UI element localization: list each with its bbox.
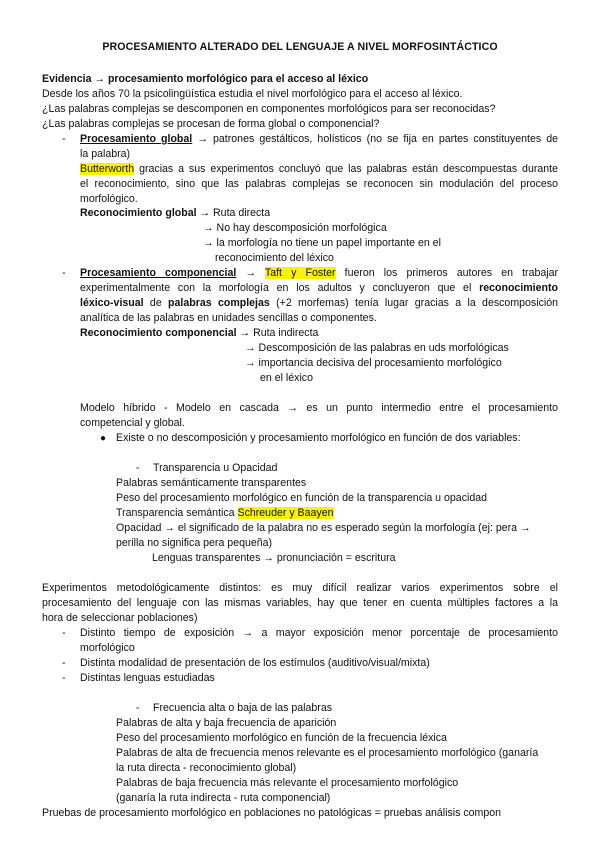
evidence-heading (42, 72, 368, 88)
transparency-line-3-text: Transparencia semántica (116, 507, 238, 519)
global-def-a: → patrones gestálticos, holísticos (no se fija en partes constituyentes de (192, 133, 559, 145)
componential-text-b1: experimentalmente con la morfología en los adultos y concluyeron que el (80, 282, 480, 294)
frequency-title: Frecuencia alta o baja de las palabras (153, 702, 333, 714)
componential-text-c1: léxico-visual (80, 297, 144, 309)
experiments-last-line: Pruebas de procesamiento morfológico en poblaciones no patológicas = pruebas análisis compon (42, 807, 502, 819)
componential-dash: - (62, 267, 66, 279)
global-text-a: gracias a sus experimentos concluyó que las palabras están descompuestas durante (134, 163, 558, 175)
experiments-line-1: Experimentos metodológicamente distintos: es muy difícil realizar varios experimentos sobre el (42, 582, 558, 594)
frequency-line-3: Palabras de alta de frecuencia menos relevante es el procesamiento morfológico (ganaría (116, 747, 539, 759)
componential-term: Procesamiento componencial (80, 267, 237, 279)
frequency-dash: - (136, 702, 140, 714)
componential-text-c4: (+2 morfemas) tenía lugar gracias a la descomposición (269, 297, 559, 309)
evidence-line-1: Desde los años 70 la psicolingüística estudia el nivel morfológico para el acceso al léxico. (42, 88, 463, 100)
global-definition (80, 132, 558, 148)
transparency-line-3 (116, 506, 334, 522)
componential-line-b (80, 281, 558, 297)
evidence-line-2: ¿Las palabras complejas se descomponen en componentes morfológicos para ser reconocidas? (42, 103, 496, 115)
componential-arrow: → (236, 267, 265, 279)
experiments-line-2: procesamiento del lenguaje con las mismas variables, hay que tener en cuenta múltiples factores a la (42, 597, 558, 609)
global-rec-3: → la morfología no tiene un papel importante en el (203, 237, 441, 249)
transparency-title: Transparencia u Opacidad (153, 462, 278, 474)
schreuder-baayen-highlight: Schreuder y Baayen (237, 507, 334, 519)
modality-line: Distinta modalidad de presentación de los estímulos (auditivo/visual/mixta) (80, 657, 430, 669)
modality-dash: - (62, 657, 66, 669)
transparency-line-6: Lenguas transparentes → pronunciación = escritura (152, 552, 396, 564)
componential-rec-label: Reconocimiento componencial (80, 327, 237, 339)
global-rec-label: Reconocimiento global (80, 207, 197, 219)
global-text-c: morfológico. (80, 193, 138, 205)
transparency-line-5: perilla no significa pera pequeña) (116, 537, 273, 549)
evidence-heading-text: Evidencia → procesamiento morfológico para el acceso al léxico (42, 73, 369, 85)
hybrid-bullet: ● (100, 433, 107, 444)
global-rec-2: → No hay descomposición morfológica (203, 222, 387, 234)
componential-text-d: analítica de las palabras en unidades sencillas o componentes. (80, 312, 377, 324)
butterworth-highlight: Butterworth (80, 163, 135, 175)
transparency-dash: - (136, 462, 140, 474)
frequency-line-4: la ruta directa - reconocimiento global) (116, 762, 297, 774)
global-text-b: el reconocimiento, sino que las palabras complejas se reconocen sin modulación del proceso (80, 178, 558, 190)
languages-dash: - (62, 672, 66, 684)
taft-foster-highlight: Taft y Foster (264, 267, 336, 279)
hybrid-line-2: competencial y global. (80, 417, 185, 429)
global-term: Procesamiento global (80, 133, 193, 145)
experiments-line-3: hora de seleccionar poblaciones) (42, 612, 198, 624)
languages-line: Distintas lenguas estudiadas (80, 672, 215, 684)
componential-text-b2: reconocimiento (479, 282, 558, 294)
page-title: PROCESAMIENTO ALTERADO DEL LENGUAJE A NIVEL MORFOSINTÁCTICO (102, 41, 498, 53)
exposure-dash: - (62, 627, 66, 639)
frequency-line-5: Palabras de baja frecuencia más relevante el procesamiento morfológico (116, 777, 459, 789)
componential-text-c2: de (143, 297, 169, 309)
componential-recognition (80, 326, 318, 342)
componential-rec-4: en el léxico (260, 372, 313, 384)
componential-rec-1: → Ruta indirecta (236, 327, 319, 339)
global-dash: - (62, 133, 66, 145)
transparency-line-4: Opacidad → el significado de la palabra no es esperado según la morfología (ej: pera → (116, 522, 531, 534)
evidence-line-3: ¿Las palabras complejas se procesan de forma global o componencial? (42, 118, 380, 130)
global-def-b: la palabra) (80, 148, 131, 160)
hybrid-line-1: Modelo híbrido - Modelo en cascada → es un punto intermedio entre el procesamiento (80, 402, 558, 414)
global-recognition (80, 206, 270, 222)
frequency-line-6: (ganaría la ruta indirecta - ruta componencial) (116, 792, 331, 804)
transparency-line-2: Peso del procesamiento morfológico en función de la transparencia u opacidad (116, 492, 488, 504)
componential-rec-2: → Descomposición de las palabras en uds morfológicas (245, 342, 509, 354)
global-rec-4: reconocimiento del léxico (215, 252, 334, 264)
hybrid-line-3: Existe o no descomposición y procesamiento morfológico en función de dos variables: (116, 432, 521, 444)
frequency-line-1: Palabras de alta y baja frecuencia de aparición (116, 717, 337, 729)
componential-text-c3: palabras complejas (168, 297, 270, 309)
frequency-line-2: Peso del procesamiento morfológico en función de la frecuencia léxica (116, 732, 447, 744)
transparency-line-1: Palabras semánticamente transparentes (116, 477, 307, 489)
componential-line-a (80, 266, 558, 282)
global-text-a-line (80, 162, 558, 178)
componential-rec-3: → importancia decisiva del procesamiento morfológico (245, 357, 502, 369)
exposure-line-b: morfológico (80, 642, 135, 654)
exposure-line-a: Distinto tiempo de exposición → a mayor exposición menor porcentaje de procesamiento (80, 627, 558, 639)
componential-text-a: fueron los primeros autores en trabajar (335, 267, 559, 279)
componential-line-c (80, 296, 558, 312)
global-rec-1: → Ruta directa (196, 207, 271, 219)
